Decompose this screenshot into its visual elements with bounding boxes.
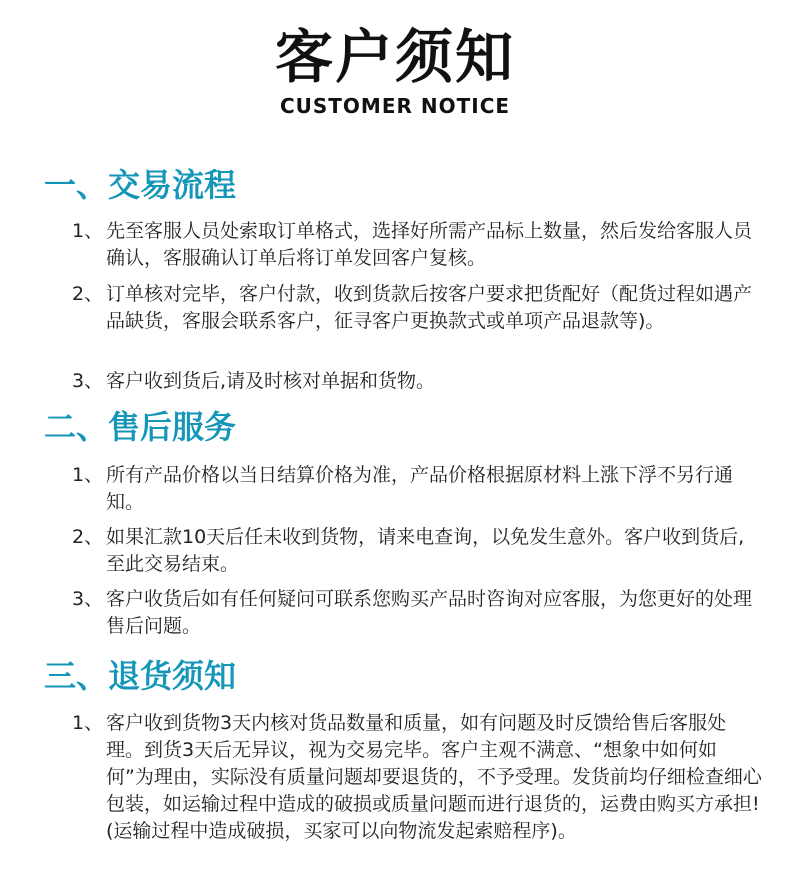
page-title: 客户须知 [274,23,515,91]
list-item [72,368,762,395]
list-item [72,710,762,845]
item-number: 3、 [72,370,104,392]
section-heading-trade-process: 一、交易流程 [44,166,237,204]
section-heading-after-sales: 二、售后服务 [44,408,237,446]
item-number: 3、 [72,588,104,610]
list-item [72,218,762,272]
item-text: 客户收到货后,请及时核对单据和货物。 [106,370,436,392]
item-text: 客户收到货物3天内核对货品数量和质量，如有问题及时反馈给售后客服处理。到货3天后无异议，视为交易完毕。客户主观不满意、“想象中如何如何”为理由，实际没有质量问题却要退货的，不予受理。发货前均仔细检查细心包装，如运输过程中造成的破损或质量问题而进行退货的，运费由购买方承担!(运输过程中造成破损，买家可以向物流发起索赔程序)。 [106,712,762,842]
item-text: 所有产品价格以当日结算价格为准，产品价格根据原材料上涨下浮不另行通知。 [106,464,734,513]
item-text: 如果汇款10天后任未收到货物，请来电查询，以免发生意外。客户收到货后,至此交易结束。 [106,526,745,575]
item-text: 先至客服人员处索取订单格式，选择好所需产品标上数量，然后发给客服人员确认，客服确认订单后将订单发回客户复核。 [106,220,753,269]
item-number: 1、 [72,712,104,734]
list-item [72,462,762,516]
list-item [72,586,762,640]
list-item [72,281,762,335]
item-number: 1、 [72,220,104,242]
list-item [72,524,762,578]
item-number: 2、 [72,283,104,305]
section-heading-return-notice: 三、退货须知 [44,657,237,695]
item-number: 1、 [72,464,104,486]
item-text: 客户收货后如有任何疑问可联系您购买产品时咨询对应客服，为您更好的处理售后问题。 [106,588,753,637]
item-number: 2、 [72,526,104,548]
page-subtitle: CUSTOMER NOTICE [279,94,511,118]
item-text: 订单核对完毕，客户付款，收到货款后按客户要求把货配好（配货过程如遇产品缺货，客服会联系客户，征寻客户更换款式或单项产品退款等)。 [106,283,753,332]
